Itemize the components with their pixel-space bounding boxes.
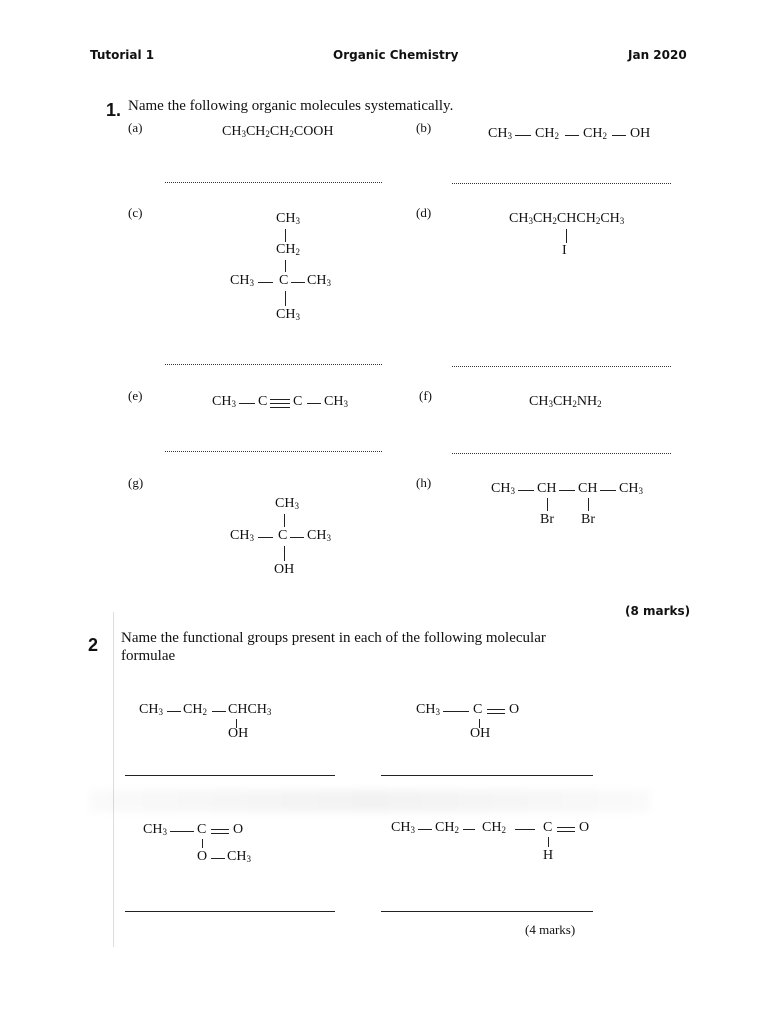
question-2-marks: (4 marks) <box>525 922 576 937</box>
question-2-text-line-1: Name the functional groups present in each of the following molecular <box>121 630 546 646</box>
bond <box>418 829 432 830</box>
formula-g-c: C <box>278 528 288 543</box>
formula-e-c2: C <box>293 394 303 409</box>
bond <box>463 829 475 830</box>
bond <box>515 829 535 830</box>
formula-g-ch3-top: $CH_3$ <box>275 496 299 511</box>
triple-bond <box>270 399 290 400</box>
answer-line-e[interactable] <box>165 451 382 452</box>
formula-c-ch3-top: $CH_3$ <box>276 211 300 226</box>
bond <box>258 282 273 283</box>
formula-c-ch3-left: $CH_3$ <box>230 273 254 288</box>
formula-c-ch3-right: $CH_3$ <box>307 273 331 288</box>
bond <box>284 546 285 561</box>
header-center: Organic Chemistry <box>333 48 459 62</box>
answer-line-a[interactable] <box>165 182 382 183</box>
q2-formula-3-o: O <box>233 822 244 837</box>
q2-answer-line-3[interactable] <box>125 911 335 912</box>
formula-g-ch3-right: $CH_3$ <box>307 528 331 543</box>
label-d: (d) <box>416 205 432 220</box>
q2-answer-line-1[interactable] <box>125 775 335 776</box>
formula-h-ch3-right: $CH_3$ <box>619 481 643 496</box>
double-bond <box>487 713 505 714</box>
q2-formula-4-c: C <box>543 820 553 835</box>
formula-h-ch3-left: $CH_3$ <box>491 481 515 496</box>
bond <box>291 282 305 283</box>
formula-b-ch3: $CH_3$ <box>488 126 512 141</box>
bond <box>559 490 575 491</box>
q2-answer-line-2[interactable] <box>381 775 593 776</box>
answer-line-c[interactable] <box>165 364 382 365</box>
q2-formula-3-ch3: $CH_3$ <box>143 822 167 837</box>
bond <box>284 514 285 527</box>
formula-c-ch2: $CH_2$ <box>276 242 300 257</box>
q2-formula-4-o: O <box>579 820 590 835</box>
header-left: Tutorial 1 <box>90 48 155 62</box>
label-f: (f) <box>419 388 432 403</box>
bond <box>258 537 273 538</box>
question-2-text-line-2: formulae <box>121 648 176 664</box>
label-b: (b) <box>416 120 432 135</box>
q2-formula-3-ch3-ester: $CH_3$ <box>227 849 251 864</box>
bond <box>202 839 203 848</box>
bond <box>518 490 534 491</box>
bond <box>239 403 255 404</box>
formula-b-ch2: $CH_2$ <box>535 126 559 141</box>
q2-formula-2-o: O <box>509 702 520 717</box>
formula-e-ch3-right: $CH_3$ <box>324 394 348 409</box>
q2-formula-1-chch3: $CHCH_3$ <box>228 702 272 717</box>
q2-formula-2-ch3: $CH_3$ <box>416 702 440 717</box>
question-1-text: Name the following organic molecules systematically. <box>128 98 454 114</box>
q2-formula-1-ch2: $CH_2$ <box>183 702 207 717</box>
bond <box>588 498 589 511</box>
formula-h-ch1: CH <box>537 481 557 496</box>
label-e: (e) <box>128 388 143 403</box>
q2-formula-2-c: C <box>473 702 483 717</box>
formula-h-ch2: CH <box>578 481 598 496</box>
formula-c-ch3-bottom: $CH_3$ <box>276 307 300 322</box>
q2-formula-4-ch2a: $CH_2$ <box>435 820 459 835</box>
formula-e-ch3-left: $CH_3$ <box>212 394 236 409</box>
bond <box>167 711 181 712</box>
formula-h-br1: Br <box>540 512 554 527</box>
q2-formula-4-ch2b: $CH_2$ <box>482 820 506 835</box>
bond <box>285 291 286 306</box>
double-bond <box>487 709 505 710</box>
triple-bond <box>270 407 290 408</box>
bond <box>211 858 225 859</box>
formula-b-ch2: $CH_2$ <box>583 126 607 141</box>
bond <box>548 837 549 847</box>
formula-e-c1: C <box>258 394 268 409</box>
formula-g-ch3-left: $CH_3$ <box>230 528 254 543</box>
answer-line-d[interactable] <box>452 366 671 367</box>
question-1-number: 1. <box>106 100 122 120</box>
question-2-number: 2 <box>88 635 99 655</box>
q2-formula-4-ch3: $CH_3$ <box>391 820 415 835</box>
double-bond <box>211 829 229 830</box>
formula-b-oh: OH <box>630 126 651 141</box>
margin-line <box>113 612 114 947</box>
q2-formula-4-h: H <box>543 848 554 863</box>
bond <box>290 537 304 538</box>
answer-line-f[interactable] <box>452 453 671 454</box>
formula-c-c: C <box>279 273 289 288</box>
bond <box>566 229 567 243</box>
q2-formula-1-oh: OH <box>228 726 249 741</box>
formula-a: $CH_3CH_2CH_2COOH$ <box>222 124 334 139</box>
formula-f: $CH_3CH_2NH_2$ <box>529 394 602 409</box>
formula-d-iodine: I <box>562 243 567 258</box>
bond <box>565 135 579 136</box>
formula-d: $CH_3CH_2CHCH_2CH_3$ <box>509 211 625 226</box>
bond <box>170 831 194 832</box>
question-1-marks: (8 marks) <box>625 604 691 618</box>
q2-formula-1-ch3: $CH_3$ <box>139 702 163 717</box>
label-c: (c) <box>128 205 143 220</box>
bond <box>612 135 626 136</box>
label-a: (a) <box>128 120 143 135</box>
q2-formula-2-oh: OH <box>470 726 491 741</box>
q2-answer-line-4[interactable] <box>381 911 593 912</box>
bond <box>285 229 286 242</box>
label-h: (h) <box>416 475 432 490</box>
bond <box>547 498 548 511</box>
double-bond <box>211 833 229 834</box>
formula-g-oh: OH <box>274 562 295 577</box>
scan-smudge <box>90 790 650 812</box>
q2-formula-3-c: C <box>197 822 207 837</box>
double-bond <box>557 831 575 832</box>
bond <box>285 260 286 272</box>
label-g: (g) <box>128 475 144 490</box>
double-bond <box>557 827 575 828</box>
answer-line-b[interactable] <box>452 183 671 184</box>
bond <box>443 711 469 712</box>
bond <box>212 711 226 712</box>
triple-bond <box>270 403 290 404</box>
bond <box>307 403 321 404</box>
bond <box>600 490 616 491</box>
header-right: Jan 2020 <box>628 48 687 62</box>
formula-h-br2: Br <box>581 512 595 527</box>
q2-formula-3-o2: O <box>197 849 208 864</box>
bond <box>515 135 531 136</box>
